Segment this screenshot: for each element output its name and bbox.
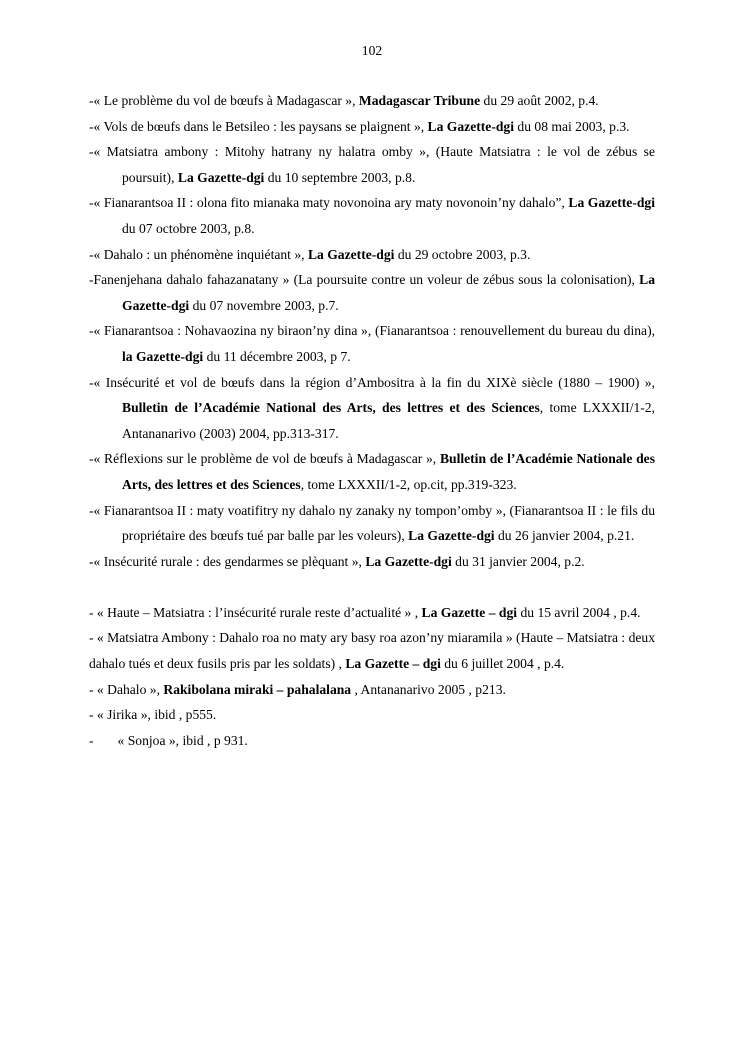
reference-item: -« Matsiatra ambony : Mitohy hatrany ny halatra omby », (Haute Matsiatra : le vol de zébus se poursuit), La Gazette-dgi du 10 septembre 2003, p.8. bbox=[89, 144, 655, 185]
reference-item: - « Matsiatra Ambony : Dahalo roa no maty ary basy roa azon’ny miaramila » (Haute – Matsiatra : deux dahalo tués et deux fusils pris par les soldats) , La Gazette – dgi du 6 juillet 2004 , p.4. bbox=[89, 630, 655, 672]
reference-item: -« Dahalo : un phénomène inquiétant », La Gazette-dgi du 29 octobre 2003, p.3. bbox=[89, 246, 531, 262]
reference-item: -« Insécurité et vol de bœufs dans la région d’Ambositra à la fin du XIXè siècle (1880 – 1900) », Bulletin de l’Académie National des Arts, des lettres et des Sciences, tome LXXXII/1-2, Antananarivo (2003) 2004, pp.313-317. bbox=[89, 374, 655, 441]
reference-item: -« Fianarantsoa II : olona fito mianaka maty novonoina ary maty novonoin’ny dahalo”, La Gazette-dgi du 07 octobre 2003, p.8. bbox=[89, 195, 655, 236]
reference-item: -« Fianarantsoa II : maty voatifitry ny dahalo ny zanaky ny tompon’omby », (Fianarantsoa II : le fils du propriétaire des bœufs tué par balle par les voleurs), La Gazette-dgi du 26 janvier 2004, p.21. bbox=[89, 502, 655, 544]
reference-item: - « Dahalo », Rakibolana miraki – pahalalana , Antananarivo 2005 , p213. bbox=[89, 681, 506, 697]
reference-item: -« Réflexions sur le problème de vol de bœufs à Madagascar », Bulletin de l’Académie Nationale des Arts, des lettres et des Sciences, tome LXXXII/1-2, op.cit, pp.319-323. bbox=[89, 451, 655, 492]
reference-item: -« Fianarantsoa : Nohavaozina ny biraon’ny dina », (Fianarantsoa : renouvellement du bureau du dina), la Gazette-dgi du 11 décembre 2003, p 7. bbox=[89, 323, 655, 364]
reference-item: -« Vols de bœufs dans le Betsileo : les paysans se plaignent », La Gazette-dgi du 08 mai 2003, p.3. bbox=[89, 118, 630, 134]
reference-item: - « Haute – Matsiatra : l’insécurité rurale reste d’actualité » , La Gazette – dgi du 15 avril 2004 , p.4. bbox=[89, 604, 641, 620]
reference-item: -« Insécurité rurale : des gendarmes se plèquant », La Gazette-dgi du 31 janvier 2004, p.2. bbox=[89, 553, 585, 569]
reference-item: -Fanenjehana dahalo fahazanatany » (La poursuite contre un voleur de zébus sous la colonisation), La Gazette-dgi du 07 novembre 2003, p.7. bbox=[89, 272, 655, 313]
reference-item: - « Sonjoa », ibid , p 931. bbox=[89, 732, 248, 748]
section-gap bbox=[89, 574, 655, 600]
reference-item: -« Le problème du vol de bœufs à Madagascar », Madagascar Tribune du 29 août 2002, p.4. bbox=[89, 93, 599, 108]
page-number: 102 bbox=[361, 43, 383, 58]
reference-item: - « Jirika », ibid , p555. bbox=[89, 707, 217, 723]
bibliography-list bbox=[89, 88, 655, 753]
